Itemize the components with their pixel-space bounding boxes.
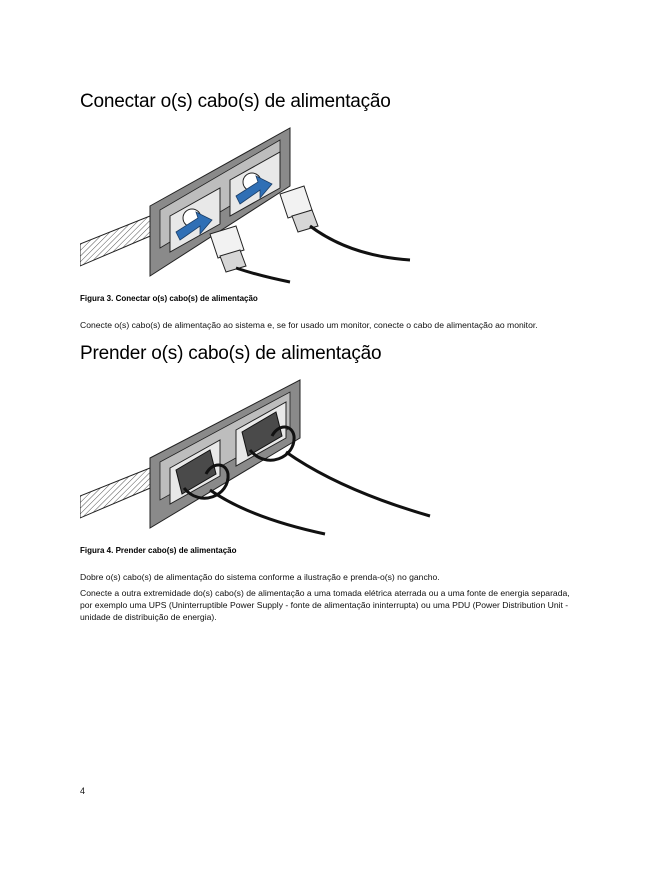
figure-3-caption: Figura 3. Conectar o(s) cabo(s) de alimentação — [80, 294, 258, 303]
page-number: 4 — [80, 786, 86, 796]
figure-4-caption: Figura 4. Prender cabo(s) de alimentação — [80, 546, 237, 555]
power-cable-2 — [286, 452, 430, 516]
power-plug-1 — [210, 226, 246, 272]
section-title-secure: Prender o(s) cabo(s) de alimentação — [80, 343, 382, 364]
server-chassis-rail — [80, 214, 155, 266]
server-chassis-rail — [80, 466, 155, 518]
figure-secure-power-cables — [80, 378, 440, 538]
secure-paragraph-1: Dobre o(s) cabo(s) de alimentação do sistema conforme a ilustração e prenda-o(s) no gancho. — [80, 572, 440, 582]
power-cable-1 — [236, 268, 290, 282]
connect-paragraph: Conecte o(s) cabo(s) de alimentação ao sistema e, se for usado um monitor, conecte o cabo de alimentação ao monitor. — [80, 320, 538, 330]
figure-connect-power-cables — [80, 126, 440, 286]
secure-paragraph-2: Conecte a outra extremidade do(s) cabo(s) de alimentação a uma tomada elétrica aterrada ou a uma fonte de energia separada, por exemplo uma UPS (Uninterruptible Power Supply - fonte de alimentação ininterrupta) ou uma PDU (Power Distribution Unit - unidade de distribuição de energia). — [80, 588, 570, 622]
power-plug-2 — [280, 186, 318, 232]
power-cable-1 — [210, 490, 325, 534]
section-title-connect: Conectar o(s) cabo(s) de alimentação — [80, 91, 391, 112]
power-cable-2 — [310, 226, 410, 260]
